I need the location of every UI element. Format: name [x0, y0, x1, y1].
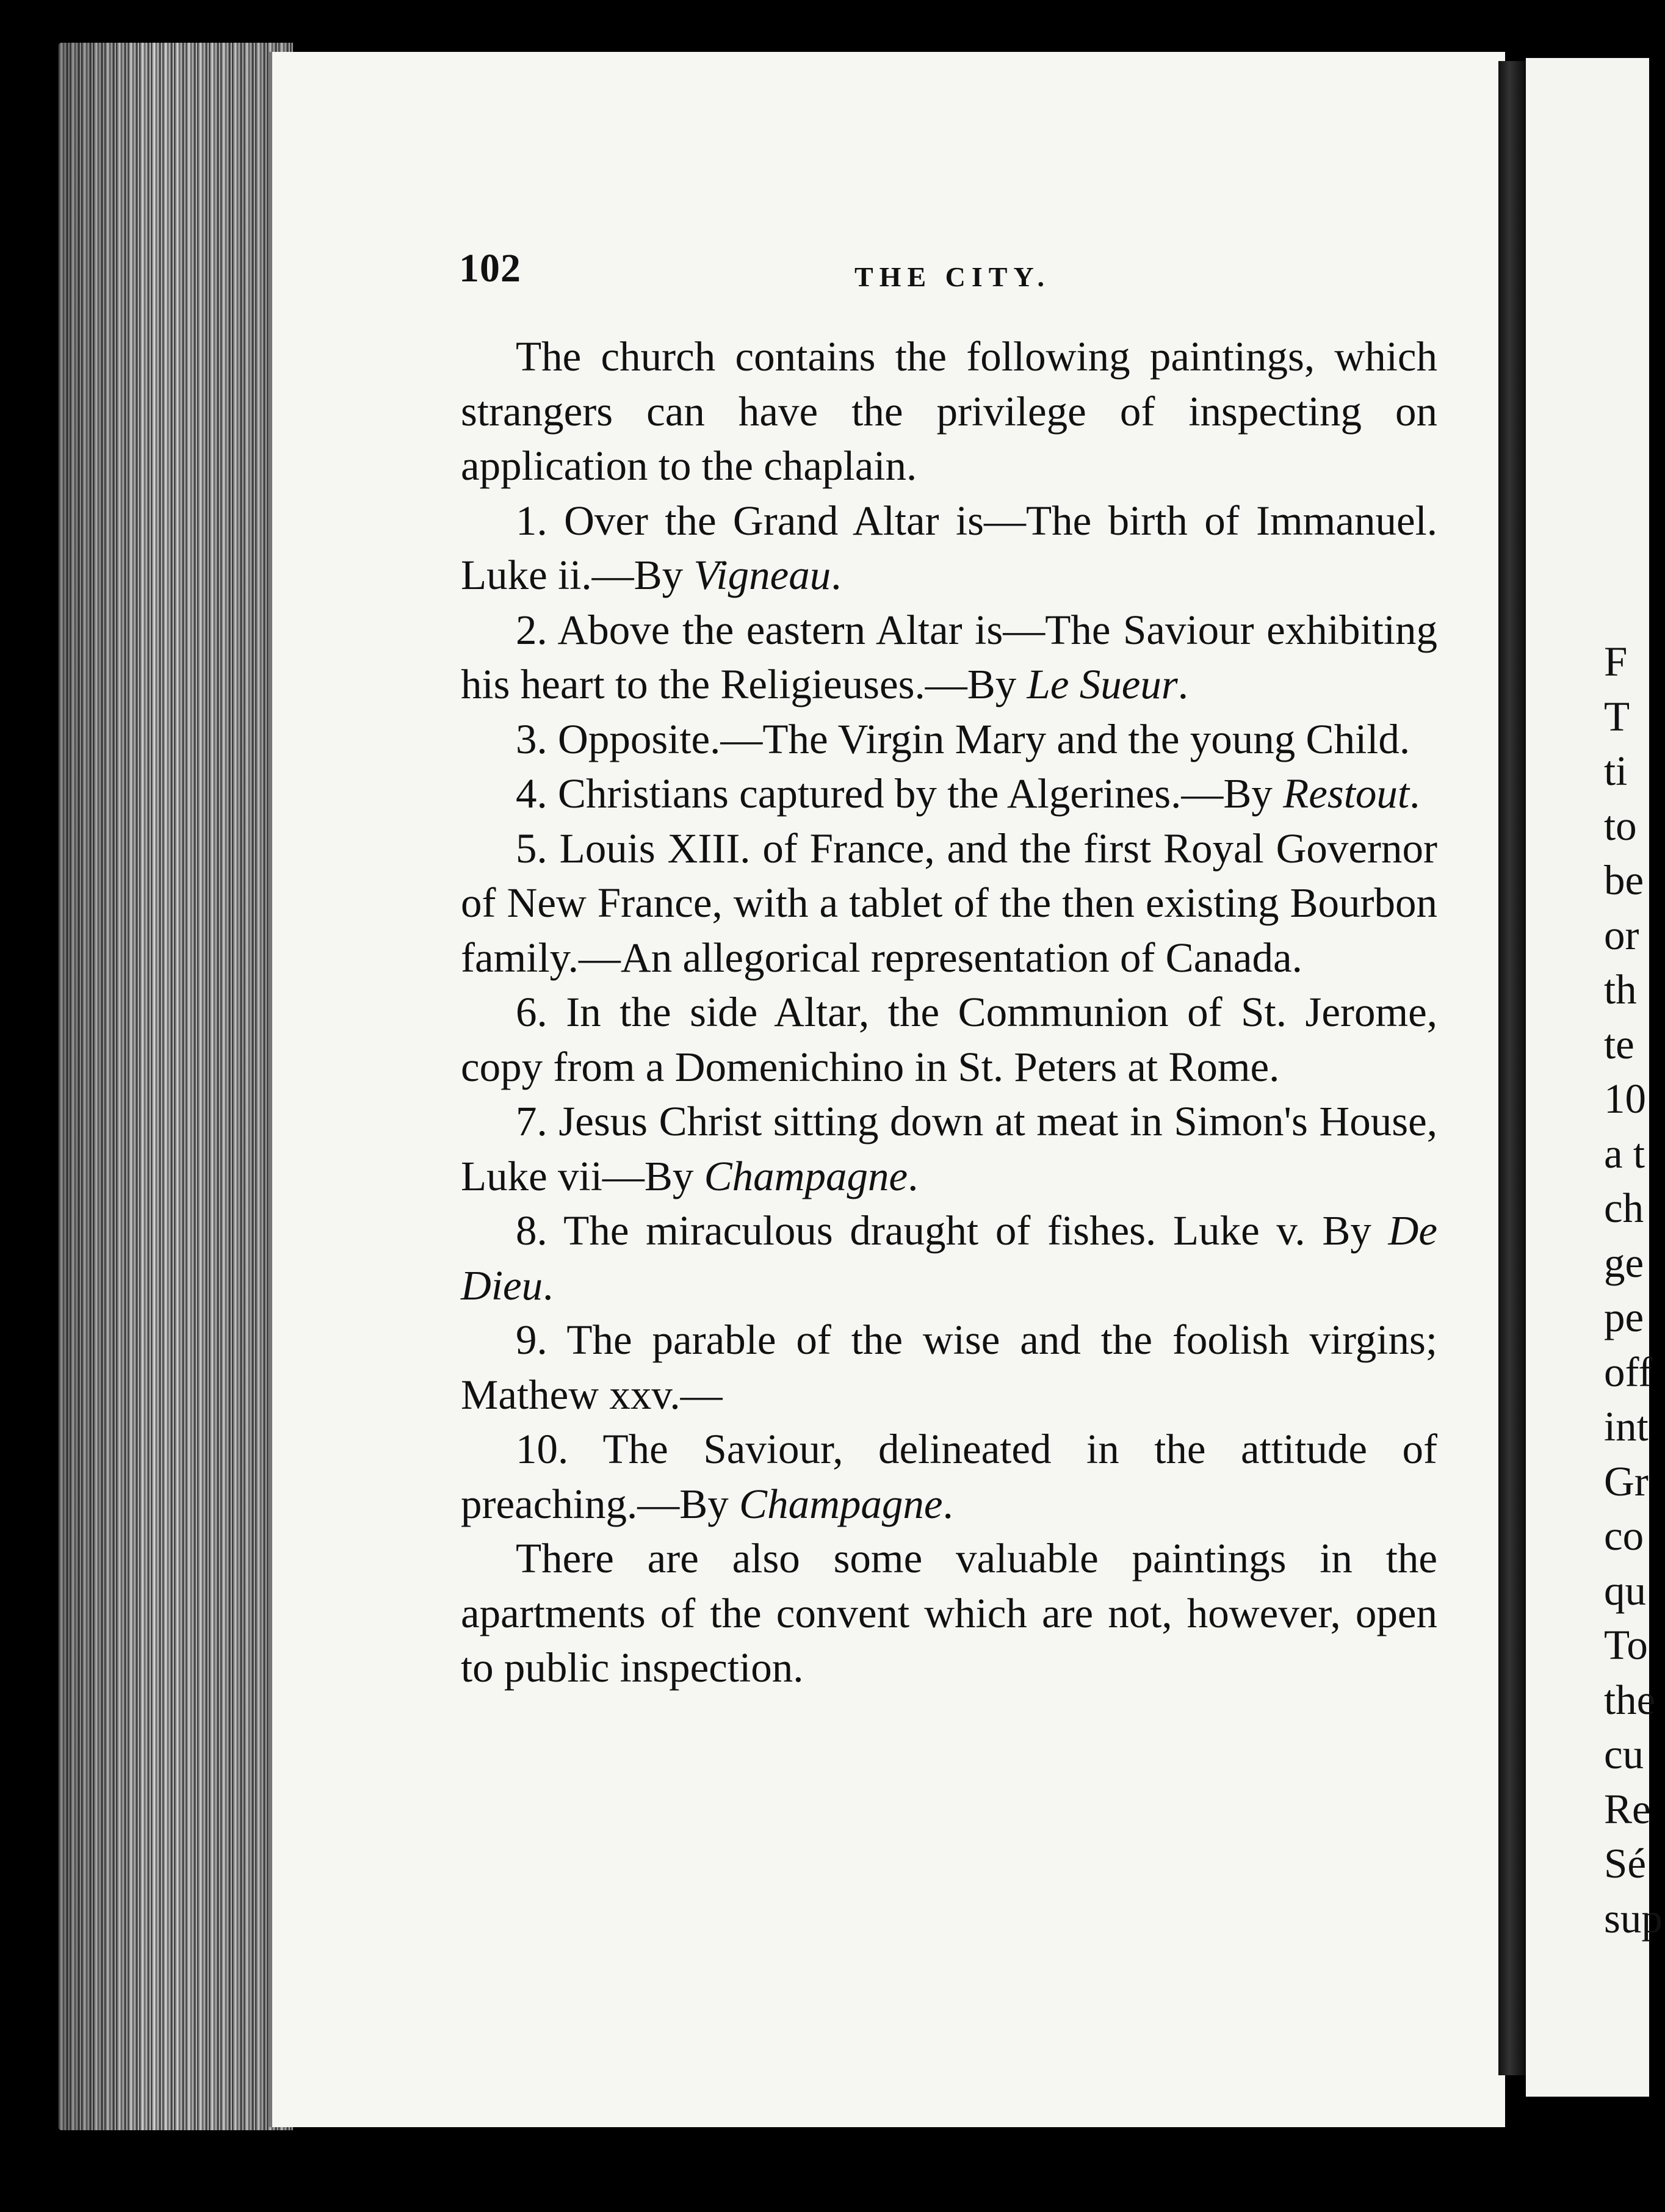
page-edges-shadow: [58, 43, 293, 2130]
painting-item: [461, 1204, 1437, 1313]
painting-item: [461, 712, 1437, 767]
painting-item: [461, 822, 1437, 986]
painting-tail: .: [1409, 770, 1420, 817]
facing-page-fragment: int: [1604, 1403, 1649, 1450]
book-spine: [1498, 61, 1526, 2075]
facing-page-fragment: cu: [1604, 1731, 1644, 1777]
facing-page-fragment: or: [1604, 911, 1639, 958]
painting-description: 5. Louis XIII. of France, and the first Royal Governor of New France, with a tablet of the then existing Bourbon family.—An allegorical representation of Canada.: [461, 825, 1437, 981]
painting-item: [461, 1422, 1437, 1531]
facing-page-fragment: off: [1604, 1348, 1653, 1395]
facing-page-fragment: qu: [1604, 1567, 1646, 1614]
facing-page-fragment: F: [1604, 638, 1628, 685]
facing-page-fragment: Re: [1604, 1785, 1651, 1832]
facing-page-fragment: sup: [1604, 1895, 1663, 1942]
closing-paragraph: There are also some valuable paintings in the apartments of the convent which are not, however, open to public inspection.: [461, 1535, 1437, 1691]
painting-item: [461, 494, 1437, 603]
page-body: [461, 330, 1437, 1696]
painting-artist: Le Sueur: [1027, 661, 1178, 707]
facing-page-text: [1604, 635, 1665, 1946]
running-head: THE CITY.: [854, 261, 1050, 292]
facing-page-fragment: To: [1604, 1622, 1648, 1668]
page-number: 102: [459, 246, 521, 291]
painting-tail: .: [1177, 661, 1189, 707]
painting-item: [461, 603, 1437, 712]
painting-description: 2. Above the eastern Altar is—The Saviour exhibiting his heart to the Religieuses.—By: [461, 606, 1437, 707]
painting-artist: Vigneau: [693, 552, 831, 598]
painting-description: 8. The miraculous draught of fishes. Luke v. By: [516, 1207, 1389, 1254]
facing-page-fragment: 10: [1604, 1075, 1646, 1122]
painting-artist: Champagne: [704, 1152, 908, 1199]
facing-page-fragment: te: [1604, 1021, 1634, 1068]
facing-page-fragment: to: [1604, 802, 1637, 849]
facing-page-fragment: ti: [1604, 748, 1628, 794]
painting-item: [461, 767, 1437, 822]
paintings-list: [461, 494, 1437, 1532]
facing-page-fragment: Sé: [1604, 1840, 1646, 1887]
facing-page-fragment: the: [1604, 1676, 1656, 1723]
painting-artist: De Dieu: [461, 1207, 1437, 1309]
painting-artist: Restout: [1283, 770, 1410, 817]
facing-page-fragment: a t: [1604, 1130, 1645, 1177]
painting-tail: .: [942, 1480, 953, 1527]
facing-page-fragment: ge: [1604, 1239, 1644, 1286]
painting-tail: .: [831, 552, 842, 598]
painting-description: 1. Over the Grand Altar is—The birth of Immanuel. Luke ii.—By: [461, 497, 1437, 598]
facing-page-fragment: co: [1604, 1513, 1644, 1559]
facing-page-fragment: T: [1604, 693, 1630, 740]
painting-item: [461, 985, 1437, 1094]
painting-item: [461, 1313, 1437, 1422]
painting-description: 4. Christians captured by the Algerines.—By: [516, 770, 1284, 817]
painting-description: 7. Jesus Christ sitting down at meat in Simon's House, Luke vii—By: [461, 1098, 1437, 1199]
painting-tail: .: [908, 1152, 919, 1199]
intro-paragraph: The church contains the following paintings, which strangers can have the privilege of inspecting on application to the chaplain.: [461, 333, 1437, 489]
painting-tail: .: [543, 1262, 554, 1309]
painting-artist: Champagne: [739, 1480, 943, 1527]
painting-description: 6. In the side Altar, the Communion of St. Jerome, copy from a Domenichino in St. Peters at Rome.: [461, 989, 1437, 1090]
painting-description: 3. Opposite.—The Virgin Mary and the young Child.: [516, 715, 1410, 762]
painting-description: 9. The parable of the wise and the foolish virgins; Mathew xxv.—: [461, 1317, 1437, 1418]
painting-item: [461, 1094, 1437, 1204]
facing-page-fragment: be: [1604, 857, 1644, 903]
facing-page-fragment: th: [1604, 966, 1637, 1013]
facing-page-fragment: Gr: [1604, 1458, 1649, 1505]
facing-page-fragment: ch: [1604, 1185, 1644, 1231]
facing-page-fragment: pe: [1604, 1294, 1644, 1340]
painting-description: 10. The Saviour, delineated in the attitude of preaching.—By: [461, 1426, 1437, 1527]
